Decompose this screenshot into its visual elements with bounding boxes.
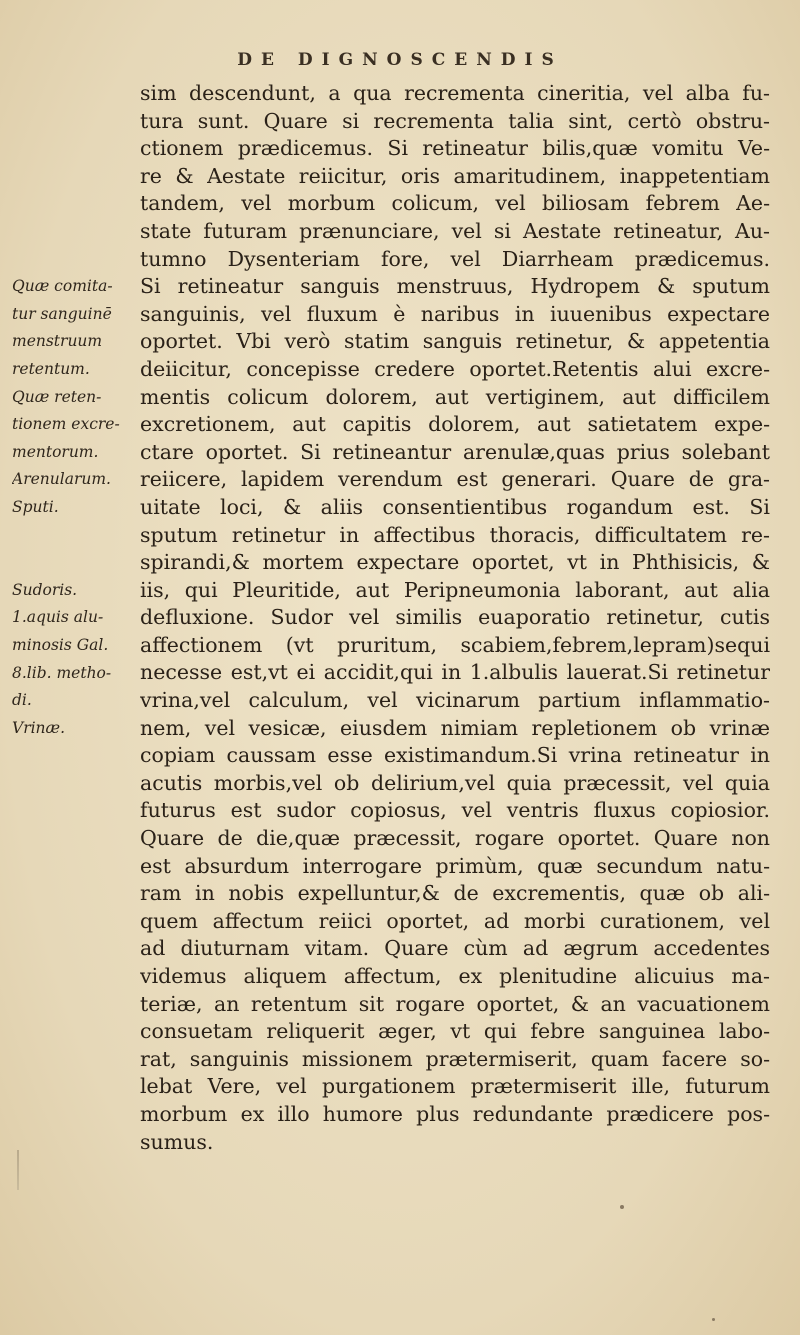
text-line: oportet. Vbi verò statim sanguis retinetur, & appetentia (140, 329, 770, 354)
margin-note: Sudoris. (12, 580, 78, 599)
margin-note: di. (12, 691, 32, 710)
text-line: necesse est,vt ei accidit,qui in 1.albulis lauerat.Si retinetur (140, 660, 770, 685)
text-line: mentis colicum dolorem, aut vertiginem, aut difficilem (140, 384, 770, 409)
text-line: deiicitur, concepisse credere oportet.Retentis alui excre- (140, 356, 770, 381)
text-line: iis, qui Pleuritide, aut Peripneumonia laborant, aut alia (140, 577, 770, 602)
paper-fleck (620, 1205, 624, 1209)
text-line: defluxione. Sudor vel similis euaporatio retinetur, cutis (140, 605, 770, 630)
text-line: Si retineatur sanguis menstruus, Hydropem & sputum (140, 274, 770, 299)
text-line: sim descendunt, a qua recrementa cineritia, vel alba fu- (140, 81, 770, 105)
text-line: futurus est sudor copiosus, vel ventris fluxus copiosior. (140, 798, 770, 823)
text-line: sanguinis, vel fluxum è naribus in iuuenibus expectare (140, 301, 770, 326)
text-line: tandem, vel morbum colicum, vel biliosam febrem Ae- (140, 191, 770, 216)
text-line: quem affectum reiici oportet, ad morbi curationem, vel (140, 908, 770, 933)
text-line: ctare oportet. Si retineantur arenulæ,quas prius solebant (140, 439, 770, 464)
text-line: rat, sanguinis missionem prætermiserit, quam facere so- (140, 1046, 770, 1071)
text-line: uitate loci, & aliis consentientibus rogandum est. Si (140, 494, 770, 519)
margin-mark (17, 1150, 19, 1190)
main-text-block (140, 80, 770, 1156)
text-line: consuetam reliquerit æger, vt qui febre sanguinea labo- (140, 1019, 770, 1044)
margin-note: tionem excre- (12, 415, 120, 434)
text-line: tumno Dysenteriam fore, vel Diarrheam prædicemus. (140, 246, 770, 271)
text-line: lebat Vere, vel purgationem prætermiserit ille, futurum (140, 1074, 770, 1099)
text-line: est absurdum interrogare primùm, quæ secundum natu- (140, 853, 770, 878)
text-line: sputum retinetur in affectibus thoracis, difficultatem re- (140, 522, 770, 547)
text-line: sumus. (140, 1129, 214, 1154)
text-line: nem, vel vesicæ, eiusdem nimiam repletionem ob vrinæ (140, 715, 770, 740)
margin-note: 8.lib. metho- (12, 663, 112, 682)
margin-note: menstruum (12, 332, 103, 351)
text-line: morbum ex illo humore plus redundante prædicere pos- (140, 1101, 770, 1126)
text-line: teriæ, an retentum sit rogare oportet, & an vacuationem (140, 991, 770, 1016)
margin-note: Quæ comita- (12, 277, 113, 296)
running-header: DE DIGNOSCENDIS (237, 50, 563, 70)
text-line: Quare de die,quæ præcessit, rogare oportet. Quare non (140, 826, 770, 851)
text-line: spirandi,& mortem expectare oportet, vt in Phthisicis, & (140, 550, 770, 575)
margin-note: 1.aquis alu- (12, 608, 104, 627)
margin-note: retentum. (12, 360, 90, 378)
margin-note: Quæ reten- (12, 387, 102, 406)
text-line: vrina,vel calculum, vel vicinarum partium inflammatio- (140, 688, 770, 713)
text-line: tura sunt. Quare si recrementa talia sint, certò obstru- (140, 108, 770, 133)
text-line: reiicere, lapidem verendum est generari. Quare de gra- (140, 467, 770, 492)
text-line: ad diuturnam vitam. Quare cùm ad ægrum accedentes (140, 936, 770, 961)
text-line: acutis morbis,vel ob delirium,vel quia præcessit, vel quia (140, 770, 770, 795)
text-line: copiam caussam esse existimandum.Si vrina retineatur in (140, 743, 770, 768)
text-line: ram in nobis expelluntur,& de excrementis, quæ ob ali- (140, 881, 770, 906)
margin-note: Arenularum. (12, 470, 111, 489)
text-line: videmus aliquem affectum, ex plenitudine alicuius ma- (140, 964, 770, 988)
margin-note: minosis Gal. (12, 636, 109, 654)
margin-note: Vrinæ. (12, 718, 66, 737)
margin-note: mentorum. (12, 442, 99, 461)
text-line: affectionem (vt pruritum, scabiem,febrem,lepram)sequi (140, 632, 770, 657)
text-line: ctionem prædicemus. Si retineatur bilis,quæ vomitu Ve- (140, 136, 770, 161)
text-line: excretionem, aut capitis dolorem, aut satietatem expe- (140, 412, 770, 437)
text-line: re & Aestate reiicitur, oris amaritudinem, inappetentiam (140, 163, 770, 188)
paper-fleck (712, 1318, 715, 1321)
margin-note: tur sanguinē (12, 304, 112, 323)
margin-note: Sputi. (12, 498, 59, 516)
text-line: state futuram prænunciare, vel si Aestate retineatur, Au- (140, 218, 770, 243)
